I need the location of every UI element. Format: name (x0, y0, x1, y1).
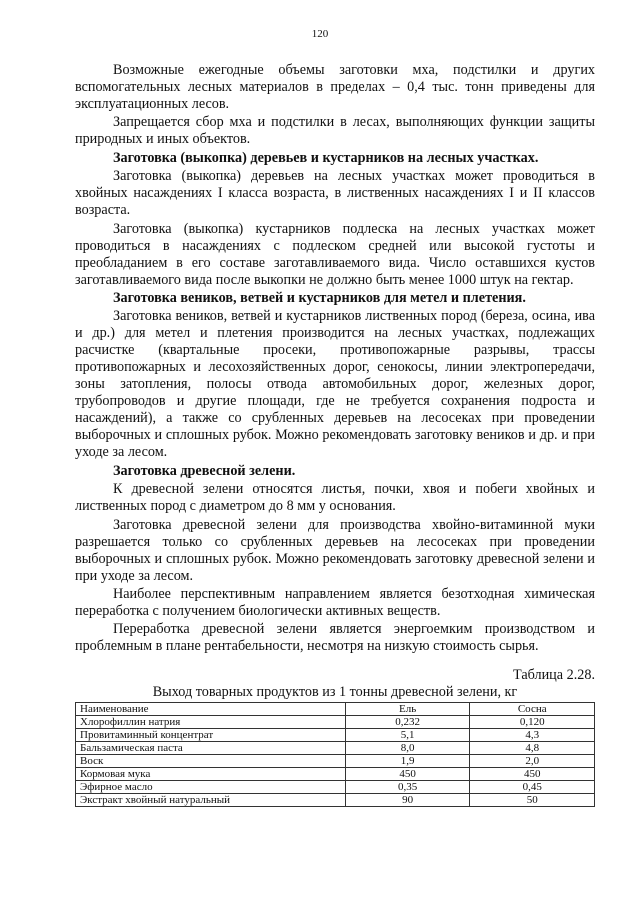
table-row (76, 755, 595, 768)
page-number: 120 (311, 28, 329, 40)
column-header-pine: Сосна (470, 703, 595, 716)
cell-pine-value: 50 (470, 794, 595, 807)
paragraph-moss-prohibition: Запрещается сбор мха и подстилки в лесах, выполняющих функции защиты природных и иных объектов. (75, 114, 595, 148)
cell-pine-value: 450 (470, 768, 595, 781)
paragraph-greenery-harvest: Заготовка древесной зелени для производства хвойно-витаминной муки разрешается только со срубленных деревьев на лесосеках при проведении выборочных и сплошных рубок. Можно рекомендовать заготовку древесной зелени и при уходе за лесом. (75, 516, 595, 584)
table-row (76, 768, 595, 781)
cell-product-name: Экстракт хвойный натуральный (76, 794, 346, 807)
table-title: Выход товарных продуктов из 1 тонны древесной зелени, кг (152, 684, 518, 701)
paragraph-brooms: Заготовка веников, ветвей и кустарников лиственных пород (береза, осина, ива и др.) для метел и плетения производится на лесных участках, подлежащих расчистке (квартальные просеки, противопожарные разрывы, трассы противопожарных и лесохозяйственных дорог, сенокосы, линии электропередачи, зоны затопления, полосы отвода автомобильных дорог, железных дорог, трубопроводов и другие площади, где не требуется сохранения подроста и насаждений), а также со срубленных деревьев на лесосеках при проведении выборочных и сплошных рубок. Можно рекомендовать заготовку веников и др. и при уходе за лесом. (75, 308, 595, 461)
cell-spruce-value: 1,9 (345, 755, 470, 768)
table-row (76, 729, 595, 742)
cell-spruce-value: 450 (345, 768, 470, 781)
paragraph-trees-digging: Заготовка (выкопка) деревьев на лесных участках может проводиться в хвойных насаждениях I класса возраста, в лиственных насаждениях I и II классов возраста. (75, 168, 595, 219)
cell-pine-value: 4,8 (470, 742, 595, 755)
cell-spruce-value: 90 (345, 794, 470, 807)
cell-product-name: Эфирное масло (76, 781, 346, 794)
column-header-name: Наименование (76, 703, 346, 716)
cell-pine-value: 0,120 (470, 716, 595, 729)
cell-spruce-value: 0,35 (345, 781, 470, 794)
table-row (76, 794, 595, 807)
cell-product-name: Бальзамическая паста (76, 742, 346, 755)
section-heading-greenery: Заготовка древесной зелени. (113, 462, 296, 479)
table-row (76, 781, 595, 794)
cell-spruce-value: 8,0 (345, 742, 470, 755)
cell-product-name: Провитаминный концентрат (76, 729, 346, 742)
paragraph-processing-direction: Наиболее перспективным направлением является безотходная химическая переработка с получением биологически активных веществ. (75, 585, 595, 619)
paragraph-shrubs-digging: Заготовка (выкопка) кустарников подлеска на лесных участках может проводиться в насаждениях с подлеском средней или высокой густоты и преобладанием в его составе заготавливаемого вида. Число оставшихся кустов заготавливаемого вида после выкопки не должно быть менее 1000 штук на гектар. (75, 220, 595, 288)
cell-product-name: Кормовая мука (76, 768, 346, 781)
document-body (75, 62, 595, 807)
cell-spruce-value: 0,232 (345, 716, 470, 729)
products-table (75, 702, 595, 807)
table-row (76, 742, 595, 755)
paragraph-moss-volumes: Возможные ежегодные объемы заготовки мха, подстилки и других вспомогательных лесных материалов в пределах – 0,4 тыс. тонн приведены для эксплуатационных лесов. (75, 62, 595, 112)
table-label: Таблица 2.28. (513, 667, 595, 684)
cell-pine-value: 0,45 (470, 781, 595, 794)
cell-pine-value: 4,3 (470, 729, 595, 742)
cell-spruce-value: 5,1 (345, 729, 470, 742)
table-header-row (76, 703, 595, 716)
cell-product-name: Хлорофиллин натрия (76, 716, 346, 729)
column-header-spruce: Ель (345, 703, 470, 716)
paragraph-greenery-definition: К древесной зелени относятся листья, почки, хвоя и побеги хвойных и лиственных пород с диаметром до 8 мм у основания. (75, 481, 595, 515)
table-row (76, 716, 595, 729)
cell-pine-value: 2,0 (470, 755, 595, 768)
cell-product-name: Воск (76, 755, 346, 768)
paragraph-processing-energy: Переработка древесной зелени является энергоемким производством и проблемным в плане рентабельности, несмотря на низкую стоимость сырья. (75, 621, 595, 655)
section-heading-brooms: Заготовка веников, ветвей и кустарников для метел и плетения. (113, 289, 526, 306)
section-heading-trees-shrubs: Заготовка (выкопка) деревьев и кустарников на лесных участках. (113, 149, 539, 166)
